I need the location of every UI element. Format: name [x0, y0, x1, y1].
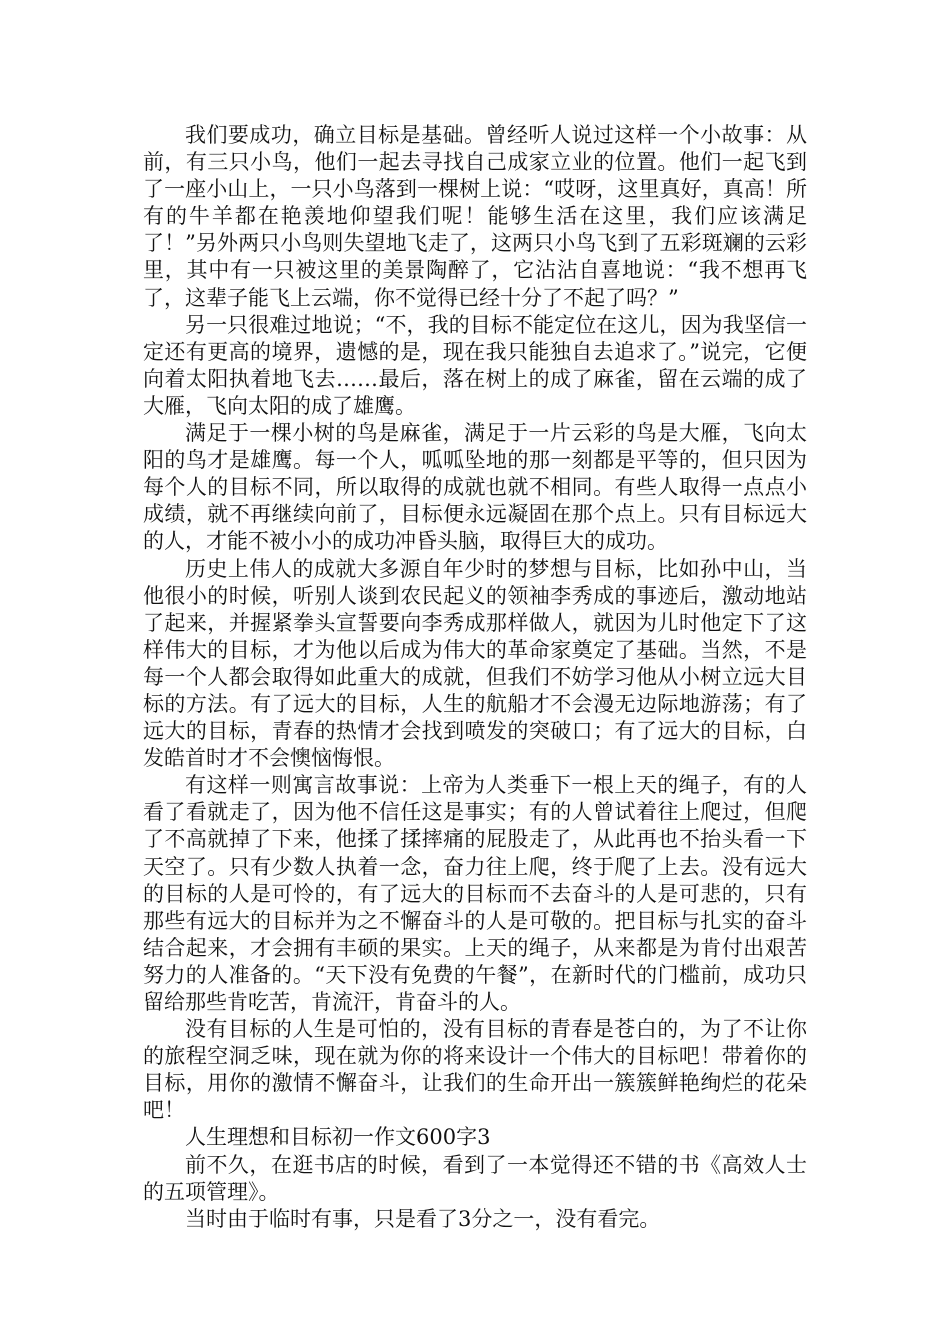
paragraph-6: 没有目标的人生是可怕的，没有目标的青春是苍白的，为了不让你的旅程空洞乏味，现在就为你的将来设计一个伟大的目标吧！带着你的目标，用你的激情不懈奋斗，让我们的生命开出一簇簇鲜艳绚烂的花朵吧！: [143, 1017, 807, 1123]
paragraph-4: 历史上伟人的成就大多源自年少时的梦想与目标，比如孙中山，当他很小的时候，听别人谈到农民起义的领袖李秀成的事迹后，激动地站了起来，并握紧拳头宣誓要向李秀成那样做人，就因为儿时他定下了这样伟大的目标，才为他以后成为伟大的革命家奠定了基础。当然，不是每一个人都会取得如此重大的成就，但我们不妨学习他从小树立远大目标的方法。有了远大的目标，人生的航船才不会漫无边际地游荡；有了远大的目标，青春的热情才会找到喷发的突破口；有了远大的目标，白发皓首时才不会懊恼悔恨。: [143, 556, 807, 771]
paragraph-7: 前不久，在逛书店的时候，看到了一本觉得还不错的书《高效人士的五项管理》。: [143, 1152, 807, 1204]
paragraph-1: 我们要成功，确立目标是基础。曾经听人说过这样一个小故事：从前，有三只小鸟，他们一起去寻找自己成家立业的位置。他们一起飞到了一座小山上，一只小鸟落到一棵树上说：“哎呀，这里真好，真高！所有的牛羊都在艳羡地仰望我们呢！能够生活在这里，我们应该满足了！”另外两只小鸟则失望地飞走了，这两只小鸟飞到了五彩斑斓的云彩里，其中有一只被这里的美景陶醉了，它沾沾自喜地说：“我不想再飞了，这辈子能飞上云端，你不觉得已经十分了不起了吗？”: [143, 123, 807, 310]
paragraph-8: 当时由于临时有事，只是看了3分之一，没有看完。: [185, 1206, 661, 1231]
paragraph-5: 有这样一则寓言故事说：上帝为人类垂下一根上天的绳子，有的人看了看就走了，因为他不信任这是事实；有的人曾试着往上爬过，但爬了不高就掉了下来，他揉了揉摔痛的屁股走了，从此再也不抬头看一下天空了。只有少数人执着一念，奋力往上爬，终于爬了上去。没有远大的目标的人是可怜的，有了远大的目标而不去奋斗的人是可悲的，只有那些有远大的目标并为之不懈奋斗的人是可敬的。把目标与扎实的奋斗结合起来，才会拥有丰硕的果实。上天的绳子，从来都是为肯付出艰苦努力的人准备的。“天下没有免费的午餐”，在新时代的门槛前，成功只留给那些肯吃苦，肯流汗，肯奋斗的人。: [143, 773, 807, 1014]
document-body: [143, 122, 807, 1233]
paragraph-2: 另一只很难过地说；“不，我的目标不能定位在这儿，因为我坚信一定还有更高的境界，遗憾的是，现在我只能独自去追求了。”说完，它便向着太阳执着地飞去……最后，落在树上的成了麻雀，留在云端的成了大雁，飞向太阳的成了雄鹰。: [143, 312, 807, 418]
paragraph-3: 满足于一棵小树的鸟是麻雀，满足于一片云彩的鸟是大雁，飞向太阳的鸟才是雄鹰。每一个人，呱呱坠地的那一刻都是平等的，但只因为每个人的目标不同，所以取得的成就也就不相同。有些人取得一点点小成绩，就不再继续向前了，目标便永远凝固在那个点上。只有目标远大的人，才能不被小小的成功冲昏头脑，取得巨大的成功。: [143, 421, 807, 554]
section-heading: 人生理想和目标初一作文600字3: [185, 1125, 491, 1150]
